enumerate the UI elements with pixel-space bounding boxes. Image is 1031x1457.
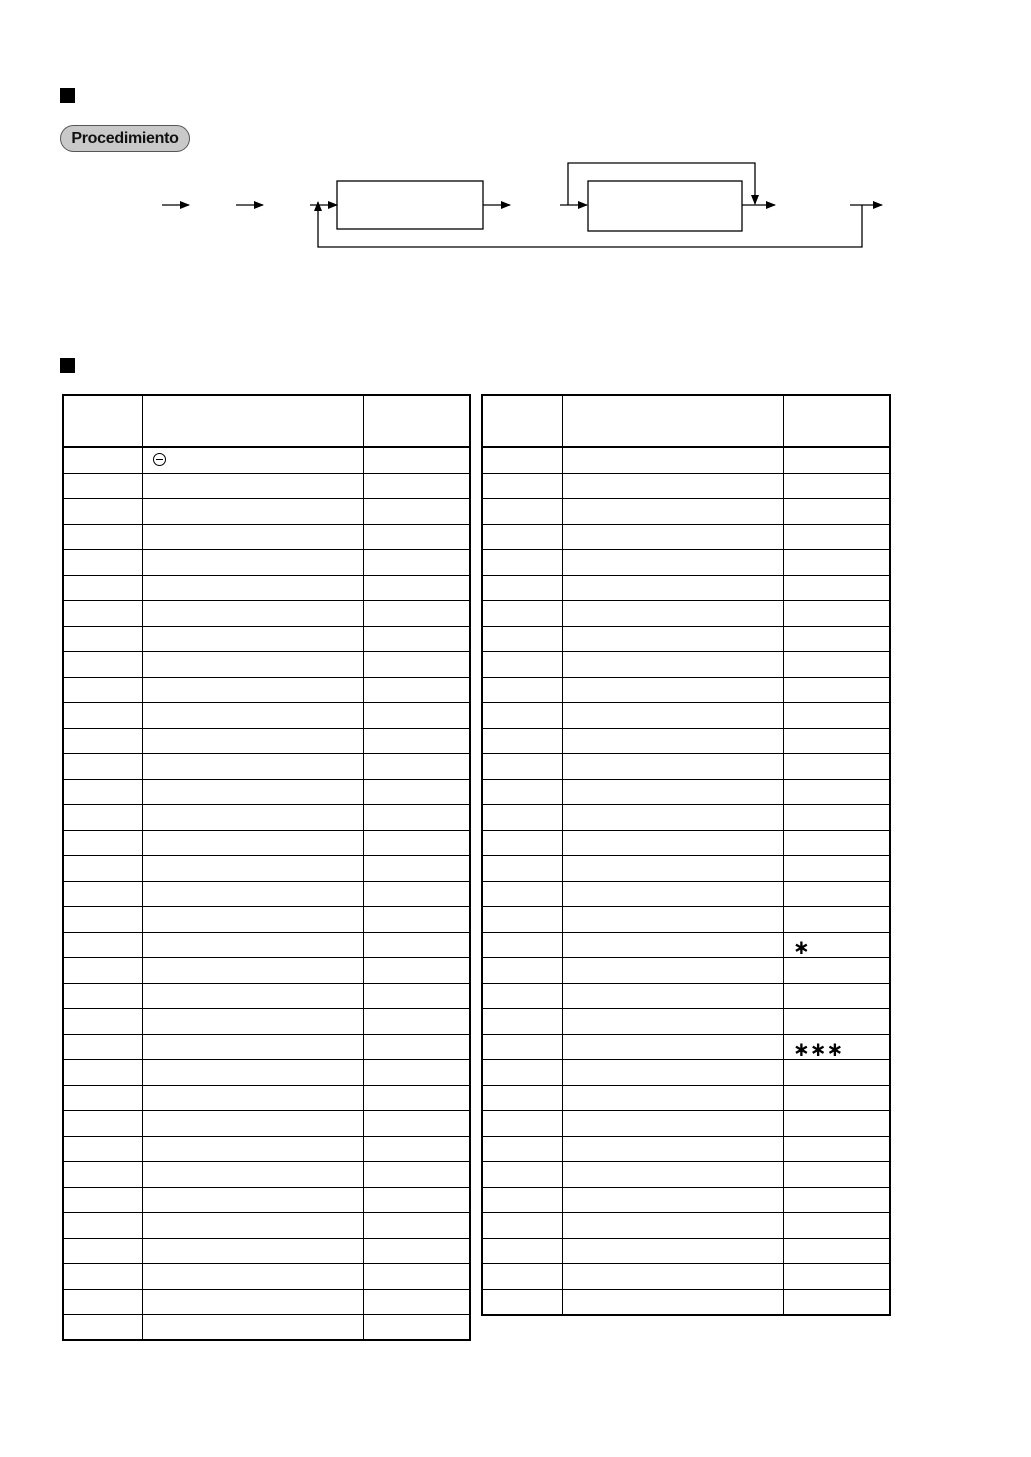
right-table-row — [483, 1264, 889, 1290]
left-table-row — [64, 703, 469, 729]
right-table-row — [483, 729, 889, 755]
flow-box-2 — [588, 181, 742, 231]
left-table-row — [64, 550, 469, 576]
right-table-row — [483, 984, 889, 1010]
left-table-row — [64, 907, 469, 933]
left-table-row — [64, 1188, 469, 1214]
flow-box-1 — [337, 181, 483, 229]
left-table-row — [64, 499, 469, 525]
right-table-row — [483, 907, 889, 933]
left-table-row — [64, 1111, 469, 1137]
left-table-row — [64, 1264, 469, 1290]
left-table-row — [64, 678, 469, 704]
right-table-row — [483, 1239, 889, 1265]
right-table-row — [483, 933, 889, 959]
right-table-row — [483, 754, 889, 780]
right-table-row — [483, 1213, 889, 1239]
right-table-row — [483, 882, 889, 908]
right-table-row — [483, 703, 889, 729]
right-table-row — [483, 1162, 889, 1188]
right-table-row — [483, 474, 889, 500]
right-table — [481, 394, 891, 1316]
right-table-row — [483, 550, 889, 576]
footnote-mark: ∗∗∗ — [793, 1036, 844, 1061]
right-table-row — [483, 627, 889, 653]
right-table-row — [483, 1188, 889, 1214]
minus-circle-icon — [153, 453, 166, 466]
left-table-row — [64, 1060, 469, 1086]
left-table-row — [64, 627, 469, 653]
left-table-row — [64, 576, 469, 602]
right-table-row — [483, 678, 889, 704]
flow-skip-loop — [568, 163, 755, 205]
left-table-row — [64, 1009, 469, 1035]
right-table-row — [483, 499, 889, 525]
right-table-row — [483, 1060, 889, 1086]
right-table-row — [483, 831, 889, 857]
left-table-row — [64, 729, 469, 755]
left-table-row — [64, 831, 469, 857]
left-table-row — [64, 933, 469, 959]
left-table-row — [64, 856, 469, 882]
left-table-row — [64, 958, 469, 984]
left-table-row — [64, 1086, 469, 1112]
left-table-row — [64, 1137, 469, 1163]
right-table-row — [483, 1137, 889, 1163]
left-table-row — [64, 1315, 469, 1341]
left-table-row — [64, 1035, 469, 1061]
left-table-row — [64, 984, 469, 1010]
right-table-row — [483, 780, 889, 806]
procedure-label: Procedimiento — [60, 125, 190, 152]
right-table-row — [483, 601, 889, 627]
right-table-row — [483, 1111, 889, 1137]
right-table-row — [483, 448, 889, 474]
right-table-row — [483, 1086, 889, 1112]
left-table-row — [64, 474, 469, 500]
left-table-body — [64, 448, 469, 1341]
left-table-row — [64, 601, 469, 627]
right-table-body — [483, 448, 889, 1315]
right-table-row — [483, 1035, 889, 1061]
right-table-row — [483, 576, 889, 602]
footnote-mark: ∗ — [793, 934, 810, 959]
right-table-row — [483, 1009, 889, 1035]
right-table-row — [483, 1290, 889, 1316]
right-table-row — [483, 805, 889, 831]
right-table-row — [483, 525, 889, 551]
left-table-row — [64, 448, 469, 474]
left-table-row — [64, 525, 469, 551]
left-table-row — [64, 1239, 469, 1265]
left-table-row — [64, 1162, 469, 1188]
left-table-row — [64, 1290, 469, 1316]
section-marker-2 — [60, 358, 75, 373]
left-table-row — [64, 780, 469, 806]
left-table-row — [64, 1213, 469, 1239]
flow-repeat-loop — [318, 202, 862, 247]
procedure-flow-diagram — [0, 0, 1031, 300]
left-table-row — [64, 652, 469, 678]
right-table-row — [483, 856, 889, 882]
right-table-row — [483, 958, 889, 984]
left-table — [62, 394, 471, 1341]
left-table-row — [64, 882, 469, 908]
left-table-row — [64, 805, 469, 831]
left-table-row — [64, 754, 469, 780]
right-table-row — [483, 652, 889, 678]
